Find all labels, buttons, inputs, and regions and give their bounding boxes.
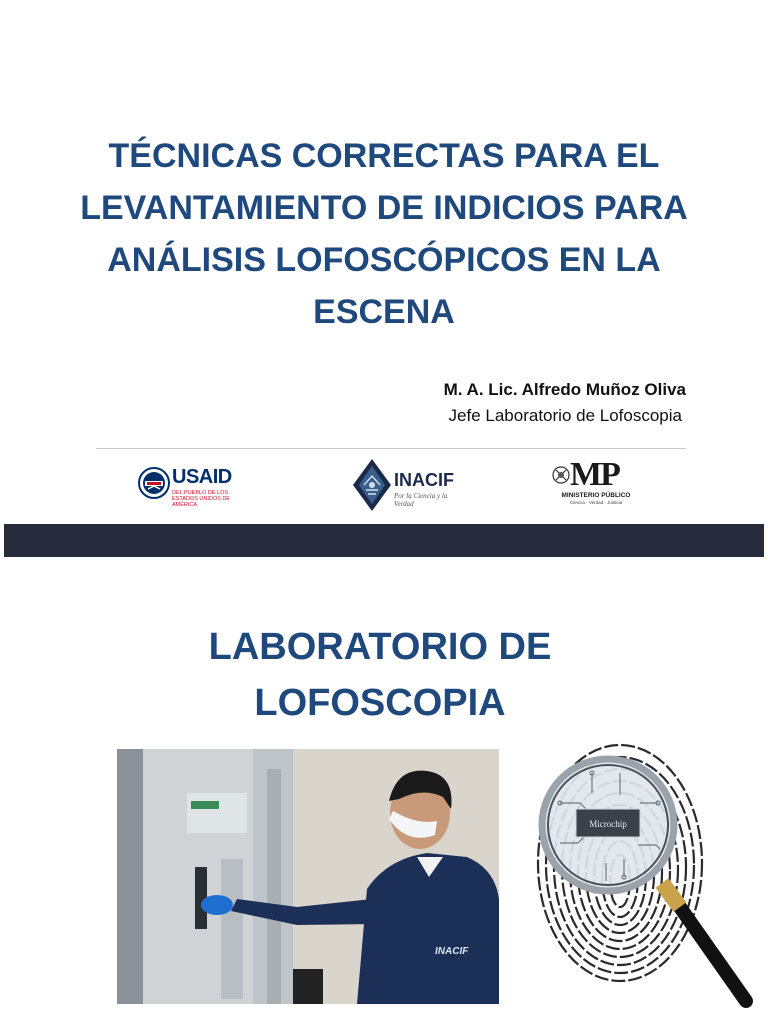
author-role: Jefe Laboratorio de Lofoscopia [448, 406, 682, 425]
lab-scene-illustration [117, 749, 499, 1004]
usaid-wordmark [172, 466, 232, 489]
microchip-label: Microchip [589, 819, 627, 829]
inacif-emblem-icon [352, 458, 392, 512]
usaid-logo [138, 458, 248, 514]
author-name: M. A. Lic. Alfredo Muñoz Oliva [443, 380, 686, 399]
fingerprint-magnifier-illustration [520, 733, 765, 1024]
mp-motto: Ciencia · Verdad · Justicia [569, 500, 623, 505]
inacif-logo [352, 458, 462, 514]
usaid-name: USAID [172, 466, 232, 488]
slide-separator-bar [4, 524, 764, 557]
mp-name: MP [570, 456, 619, 493]
usaid-seal-icon [138, 467, 170, 499]
lab-technician-photo [117, 749, 499, 1004]
uniform-badge: INACIF [435, 946, 469, 957]
usaid-tagline: DEL PUEBLO DE LOS ESTADOS UNIDOS DE AMÉRICA [172, 490, 230, 508]
mp-logo [552, 458, 636, 514]
divider [96, 448, 686, 449]
mp-tagline: MINISTERIO PÚBLICO [561, 492, 631, 499]
slide-title: TÉCNICAS CORRECTAS PARA EL LEVANTAMIENTO DE INDICIOS PARA ANÁLISIS LOFOSCÓPICOS EN LA ESCENA [80, 137, 688, 331]
inacif-tagline: Por la Ciencia y la Verdad [394, 492, 448, 508]
fingerprint-magnifier-image [520, 733, 765, 1024]
second-slide [0, 557, 768, 1024]
slide-title: LABORATORIO DE LOFOSCOPIA [208, 626, 552, 724]
guatemala-coat-of-arms-icon [552, 464, 570, 486]
inacif-name: INACIF [394, 470, 454, 490]
